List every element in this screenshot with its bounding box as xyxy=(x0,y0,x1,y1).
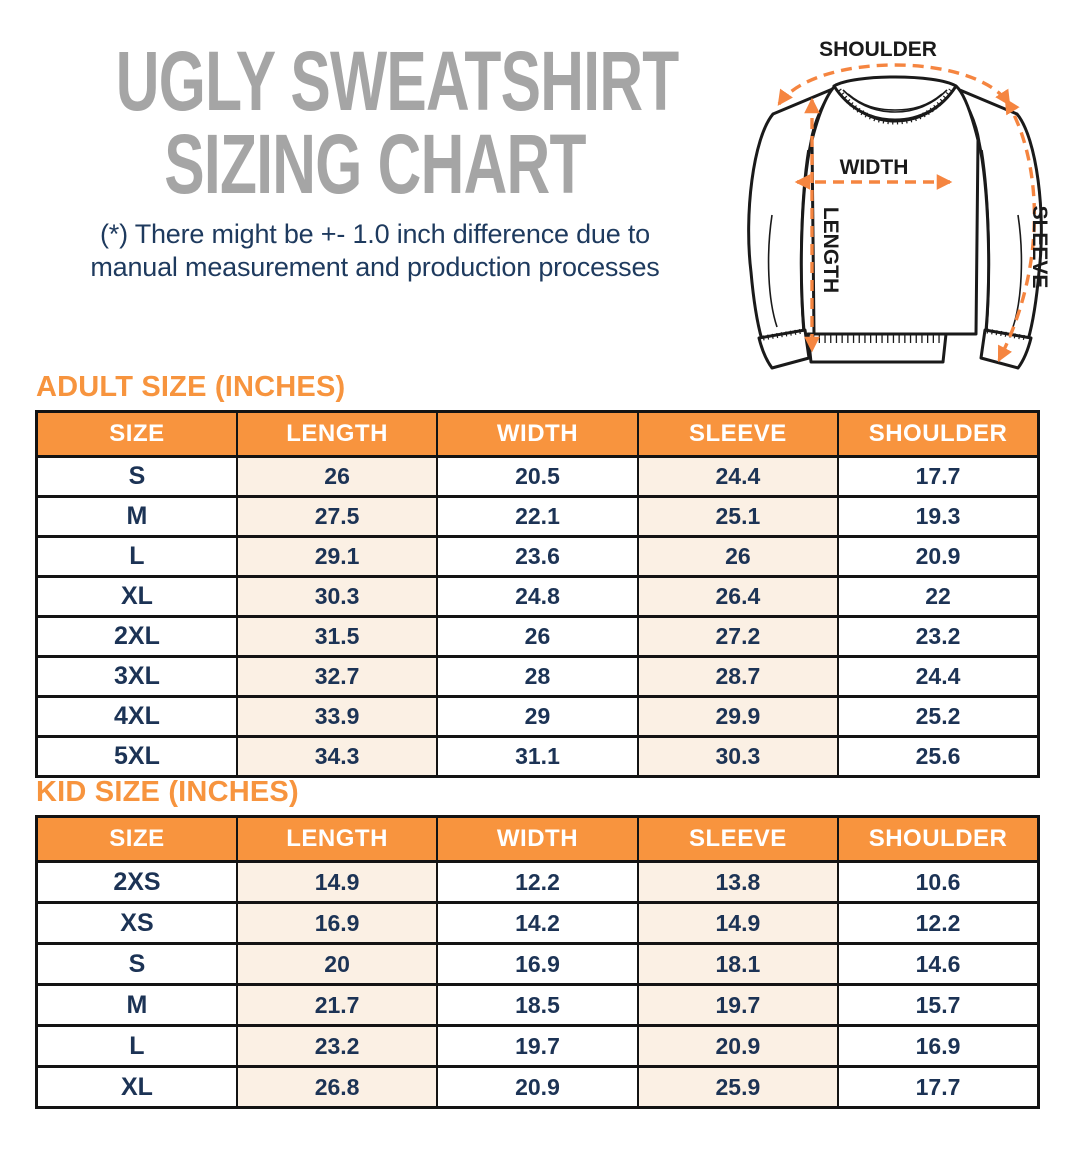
value-cell: 16.9 xyxy=(237,903,437,944)
value-cell: 25.2 xyxy=(838,697,1038,737)
size-cell: 3XL xyxy=(37,657,237,697)
value-cell: 30.3 xyxy=(638,737,838,777)
value-cell: 31.1 xyxy=(437,737,637,777)
size-cell: S xyxy=(37,944,237,985)
value-cell: 29.9 xyxy=(638,697,838,737)
width-label: WIDTH xyxy=(839,156,909,179)
size-cell: L xyxy=(37,537,237,577)
value-cell: 16.9 xyxy=(838,1026,1038,1067)
value-cell: 23.6 xyxy=(437,537,637,577)
value-cell: 28 xyxy=(437,657,637,697)
header-row xyxy=(37,817,1039,862)
page-title-line2: SIZING CHART xyxy=(164,117,586,211)
value-cell: 12.2 xyxy=(437,862,637,903)
value-cell: 18.1 xyxy=(638,944,838,985)
value-cell: 14.2 xyxy=(437,903,637,944)
header-row xyxy=(37,412,1039,457)
size-cell: XL xyxy=(37,577,237,617)
table-row xyxy=(37,697,1039,737)
value-cell: 26.4 xyxy=(638,577,838,617)
value-cell: 24.4 xyxy=(638,457,838,497)
column-header: LENGTH xyxy=(237,817,437,862)
value-cell: 26 xyxy=(638,537,838,577)
size-cell: 2XS xyxy=(37,862,237,903)
value-cell: 27.2 xyxy=(638,617,838,657)
table-row xyxy=(37,903,1039,944)
column-header: SLEEVE xyxy=(638,412,838,457)
value-cell: 18.5 xyxy=(437,985,637,1026)
value-cell: 17.7 xyxy=(838,1067,1038,1108)
value-cell: 23.2 xyxy=(838,617,1038,657)
size-cell: XL xyxy=(37,1067,237,1108)
value-cell: 26.8 xyxy=(237,1067,437,1108)
value-cell: 19.7 xyxy=(638,985,838,1026)
value-cell: 14.9 xyxy=(237,862,437,903)
adult-size-heading: ADULT SIZE (INCHES) xyxy=(36,371,346,403)
value-cell: 20.9 xyxy=(437,1067,637,1108)
size-cell: XS xyxy=(37,903,237,944)
page-title-line1: UGLY SWEATSHIRT xyxy=(115,34,679,128)
value-cell: 26 xyxy=(437,617,637,657)
column-header: LENGTH xyxy=(237,412,437,457)
size-cell: M xyxy=(37,497,237,537)
table-row xyxy=(37,862,1039,903)
value-cell: 25.9 xyxy=(638,1067,838,1108)
value-cell: 22 xyxy=(838,577,1038,617)
value-cell: 25.1 xyxy=(638,497,838,537)
table-row xyxy=(37,657,1039,697)
value-cell: 27.5 xyxy=(237,497,437,537)
value-cell: 25.6 xyxy=(838,737,1038,777)
value-cell: 24.8 xyxy=(437,577,637,617)
table-row xyxy=(37,1026,1039,1067)
column-header: WIDTH xyxy=(437,817,637,862)
value-cell: 20.5 xyxy=(437,457,637,497)
kid-size-heading: KID SIZE (INCHES) xyxy=(36,776,299,808)
value-cell: 20.9 xyxy=(638,1026,838,1067)
length-label: LENGTH xyxy=(819,206,842,294)
table-row xyxy=(37,497,1039,537)
size-cell: 2XL xyxy=(37,617,237,657)
column-header: WIDTH xyxy=(437,412,637,457)
value-cell: 33.9 xyxy=(237,697,437,737)
value-cell: 14.6 xyxy=(838,944,1038,985)
table-row xyxy=(37,985,1039,1026)
value-cell: 20 xyxy=(237,944,437,985)
value-cell: 34.3 xyxy=(237,737,437,777)
value-cell: 19.3 xyxy=(838,497,1038,537)
table-row xyxy=(37,944,1039,985)
value-cell: 31.5 xyxy=(237,617,437,657)
value-cell: 32.7 xyxy=(237,657,437,697)
size-cell: S xyxy=(37,457,237,497)
adult-size-table xyxy=(35,410,1040,778)
table-row xyxy=(37,537,1039,577)
size-cell: L xyxy=(37,1026,237,1067)
value-cell: 24.4 xyxy=(838,657,1038,697)
value-cell: 29 xyxy=(437,697,637,737)
column-header: SHOULDER xyxy=(838,412,1038,457)
value-cell: 23.2 xyxy=(237,1026,437,1067)
shoulder-label: SHOULDER xyxy=(819,38,937,61)
value-cell: 13.8 xyxy=(638,862,838,903)
value-cell: 10.6 xyxy=(838,862,1038,903)
table-row xyxy=(37,617,1039,657)
size-cell: M xyxy=(37,985,237,1026)
size-cell: 4XL xyxy=(37,697,237,737)
column-header: SHOULDER xyxy=(838,817,1038,862)
value-cell: 28.7 xyxy=(638,657,838,697)
column-header: SIZE xyxy=(37,817,237,862)
sweatshirt-outline-icon xyxy=(749,77,1042,368)
value-cell: 22.1 xyxy=(437,497,637,537)
value-cell: 15.7 xyxy=(838,985,1038,1026)
table-row xyxy=(37,577,1039,617)
value-cell: 19.7 xyxy=(437,1026,637,1067)
value-cell: 20.9 xyxy=(838,537,1038,577)
column-header: SIZE xyxy=(37,412,237,457)
page-title xyxy=(15,34,735,211)
column-header: SLEEVE xyxy=(638,817,838,862)
value-cell: 12.2 xyxy=(838,903,1038,944)
value-cell: 14.9 xyxy=(638,903,838,944)
value-cell: 30.3 xyxy=(237,577,437,617)
disclaimer-line1: (*) There might be +- 1.0 inch difference due to xyxy=(100,219,650,249)
kid-size-table xyxy=(35,815,1040,1109)
table-row xyxy=(37,737,1039,777)
table-row xyxy=(37,1067,1039,1108)
value-cell: 16.9 xyxy=(437,944,637,985)
disclaimer-line2: manual measurement and production processes xyxy=(90,252,660,282)
size-cell: 5XL xyxy=(37,737,237,777)
sleeve-label: SLEEVE xyxy=(1028,205,1051,289)
disclaimer-text xyxy=(15,218,735,284)
value-cell: 26 xyxy=(237,457,437,497)
value-cell: 17.7 xyxy=(838,457,1038,497)
value-cell: 29.1 xyxy=(237,537,437,577)
sweatshirt-diagram xyxy=(728,6,1074,386)
table-row xyxy=(37,457,1039,497)
value-cell: 21.7 xyxy=(237,985,437,1026)
